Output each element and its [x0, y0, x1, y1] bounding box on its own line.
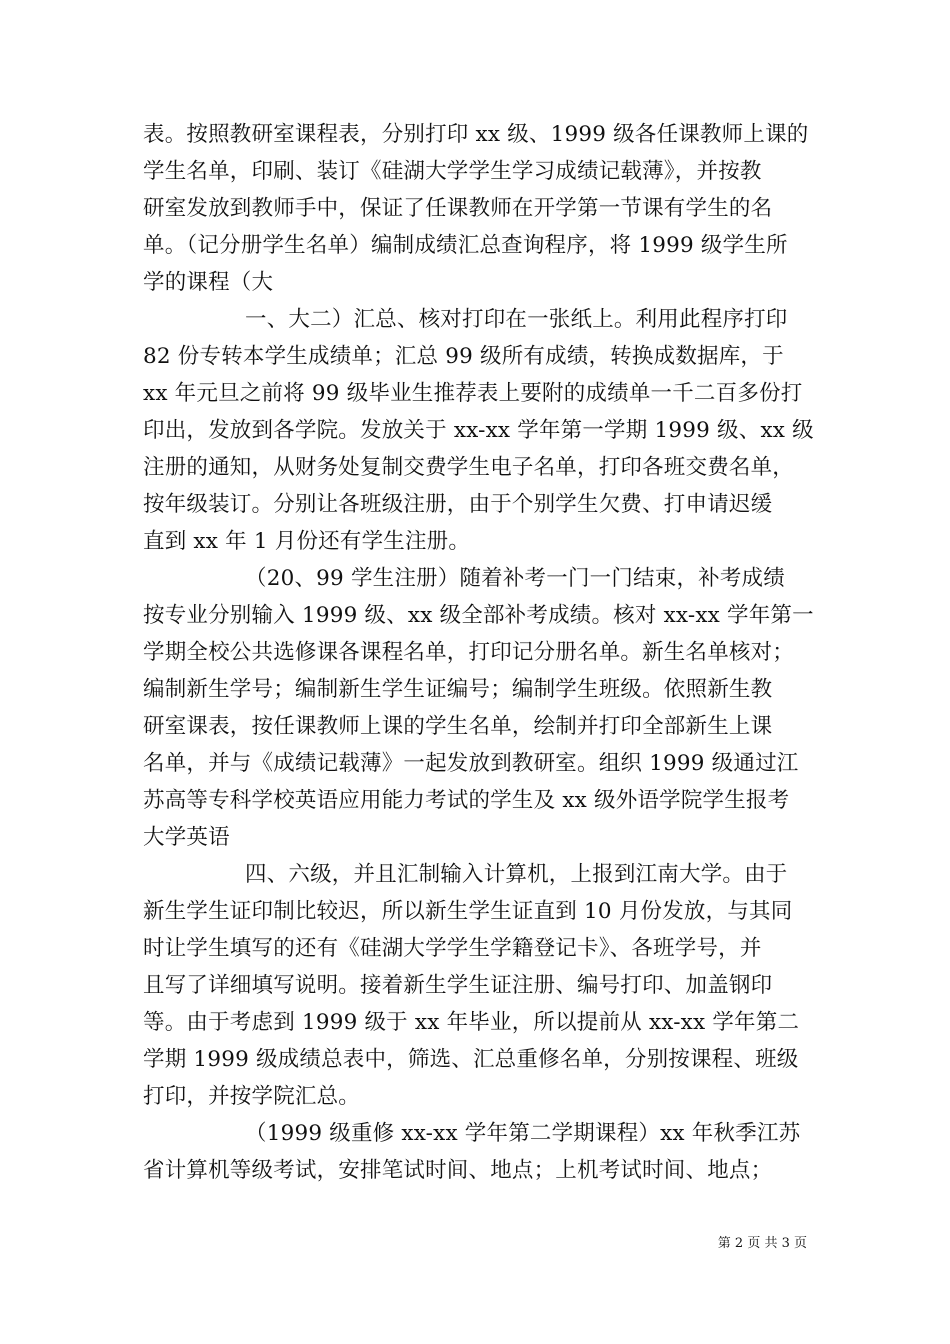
text-line: 四、六级，并且汇制输入计算机，上报到江南大学。由于 [245, 862, 788, 887]
text-line: 新生学生证印制比较迟，所以新生学生证直到 10 月份发放，与其同 [143, 899, 793, 924]
text-line: （1999 级重修 xx-xx 学年第二学期课程）xx 年秋季江苏 [245, 1121, 801, 1146]
text-line: 苏高等专科学校英语应用能力考试的学生及 xx 级外语学院学生报考 [143, 788, 790, 813]
text-line: 学的课程（大 [143, 270, 274, 295]
text-line: 打印，并按学院汇总。 [143, 1084, 361, 1109]
text-line: 印出，发放到各学院。发放关于 xx-xx 学年第一学期 1999 级、xx 级 [143, 418, 814, 443]
text-line: 学生名单，印刷、装订《硅湖大学学生学习成绩记载薄》，并按教 [143, 159, 762, 184]
text-line: 注册的通知，从财务处复制交费学生电子名单，打印各班交费名单， [143, 455, 795, 480]
text-line: xx 年元旦之前将 99 级毕业生推荐表上要附的成绩单一千二百多份打 [143, 381, 803, 406]
text-line: 一、大二）汇总、核对打印在一张纸上。利用此程序打印 [245, 307, 788, 332]
text-line: 学期 1999 级成绩总表中，筛选、汇总重修名单，分别按课程、班级 [143, 1047, 799, 1072]
text-line: 等。由于考虑到 1999 级于 xx 年毕业，所以提前从 xx-xx 学年第二 [143, 1010, 800, 1035]
text-line: 单。（记分册学生名单）编制成绩汇总查询程序，将 1999 级学生所 [143, 233, 788, 258]
text-line: 且写了详细填写说明。接着新生学生证注册、编号打印、加盖钢印 [143, 973, 773, 998]
text-line: 时让学生填写的还有《硅湖大学学生学籍登记卡》、各班学号，并 [143, 936, 762, 961]
text-line: 研室发放到教师手中，保证了任课教师在开学第一节课有学生的名 [143, 196, 773, 221]
text-line: 直到 xx 年 1 月份还有学生注册。 [143, 529, 471, 554]
text-line: 编制新生学号；编制新生学生证编号；编制学生班级。依照新生教 [143, 677, 773, 702]
text-line: 研室课表，按任课教师上课的学生名单，绘制并打印全部新生上课 [143, 714, 773, 739]
text-line: 大学英语 [143, 825, 230, 850]
text-line: 82 份专转本学生成绩单；汇总 99 级所有成绩，转换成数据库，于 [143, 344, 784, 369]
text-line: 表。按照教研室课程表，分别打印 xx 级、1999 级各任课教师上课的 [143, 122, 809, 147]
text-line: 按专业分别输入 1999 级、xx 级全部补考成绩。核对 xx-xx 学年第一 [143, 603, 814, 628]
text-line: 省计算机等级考试，安排笔试时间、地点；上机考试时间、地点； [143, 1158, 773, 1183]
text-line: 名单，并与《成绩记载薄》一起发放到教研室。组织 1999 级通过江 [143, 751, 799, 776]
page-number: 第 2 页 共 3 页 [717, 1236, 807, 1251]
text-line: 学期全校公共选修课各课程名单，打印记分册名单。新生名单核对； [143, 640, 795, 665]
text-line: （20、99 学生注册）随着补考一门一门结束，补考成绩 [245, 566, 785, 591]
text-line: 按年级装订。分别让各班级注册，由于个别学生欠费、打申请迟缓 [143, 492, 773, 517]
